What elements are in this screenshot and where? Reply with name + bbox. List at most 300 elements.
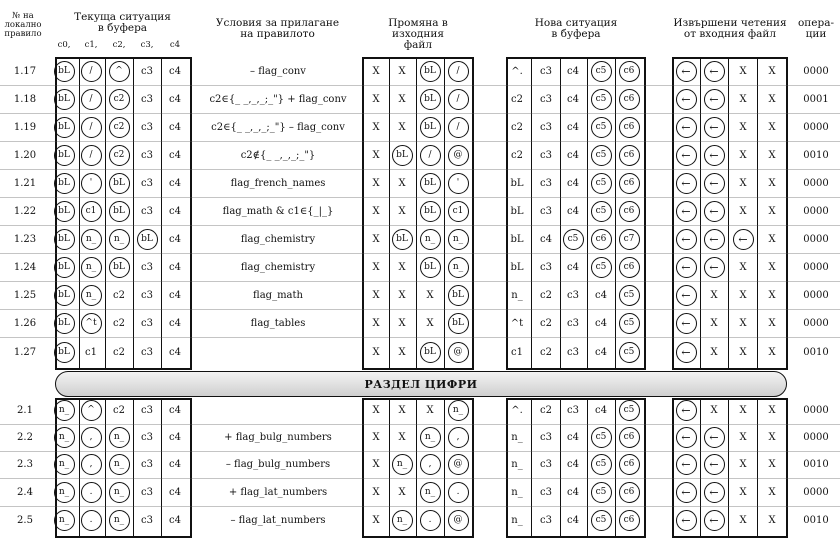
- header-current-col-3: c3,: [140, 40, 154, 50]
- change-symbol: X: [398, 289, 406, 301]
- row-divider: [0, 478, 840, 479]
- current-symbol: c4: [169, 177, 181, 189]
- read-cell: [702, 399, 726, 421]
- new-buffer-cell: [589, 312, 613, 334]
- new-buffer-cell: [617, 341, 641, 363]
- current-circled-symbol: /: [81, 61, 102, 82]
- column-divider: [531, 398, 532, 538]
- current-circled-symbol: bL: [54, 257, 75, 278]
- change-circled-symbol: n_: [420, 427, 441, 448]
- change-circled-symbol: /: [420, 145, 441, 166]
- header-ops: [792, 18, 840, 40]
- read-cell: [731, 312, 755, 334]
- change-circled-symbol: n_: [420, 482, 441, 503]
- new-buffer-cell: [561, 116, 585, 138]
- change-circled-symbol: bL: [448, 285, 469, 306]
- current-cell: [52, 256, 76, 278]
- read-cell: [702, 284, 726, 306]
- row-divider: [0, 506, 840, 507]
- change-circled-symbol: /: [448, 61, 469, 82]
- current-circled-symbol: bL: [137, 229, 158, 250]
- current-cell: [135, 116, 159, 138]
- column-divider: [615, 398, 616, 538]
- change-cell: [390, 116, 414, 138]
- read-cell: [760, 172, 784, 194]
- read-circled-symbol: ←: [676, 285, 697, 306]
- column-divider: [105, 57, 106, 370]
- current-cell: [135, 399, 159, 421]
- current-symbol: c3: [141, 149, 153, 161]
- row-divider: [0, 225, 840, 226]
- current-cell: [52, 200, 76, 222]
- read-symbol: X: [739, 261, 747, 273]
- current-cell: [52, 426, 76, 448]
- header-conditions-line2: на правилото: [240, 28, 315, 40]
- current-circled-symbol: c2: [109, 145, 130, 166]
- current-cell: [107, 60, 131, 82]
- change-symbol: X: [372, 458, 380, 470]
- column-divider: [389, 57, 390, 370]
- current-circled-symbol: n_: [54, 482, 75, 503]
- new-buffer-circled-symbol: c6: [619, 201, 640, 222]
- change-symbol: X: [398, 205, 406, 217]
- new-buffer-circled-symbol: c7: [619, 229, 640, 250]
- current-cell: [107, 341, 131, 363]
- header-change-line1: Промяна в изходния: [388, 17, 448, 40]
- change-circled-symbol: /: [448, 117, 469, 138]
- column-divider: [416, 57, 417, 370]
- new-buffer-cell: [589, 453, 613, 475]
- change-symbol: X: [398, 317, 406, 329]
- change-cell: [418, 481, 442, 503]
- new-buffer-circled-symbol: c5: [591, 257, 612, 278]
- change-circled-symbol: @: [448, 510, 469, 531]
- new-buffer-cell: [534, 116, 558, 138]
- current-circled-symbol: n_: [54, 510, 75, 531]
- rule-condition: [196, 344, 360, 360]
- read-symbol: X: [739, 486, 747, 498]
- change-symbol: X: [426, 289, 434, 301]
- rule-number: 2.4: [17, 486, 33, 498]
- current-cell: [79, 453, 103, 475]
- new-buffer-symbol: c3: [540, 458, 552, 470]
- rule-condition: c2∉{_ _,_,_;_"}: [240, 149, 316, 161]
- change-cell: [446, 284, 470, 306]
- read-circled-symbol: ←: [704, 257, 725, 278]
- current-circled-symbol: /: [81, 117, 102, 138]
- operation-code: 0000: [803, 404, 829, 416]
- change-symbol: X: [372, 93, 380, 105]
- change-cell: [446, 228, 470, 250]
- new-buffer-cell: [534, 144, 558, 166]
- new-buffer-circled-symbol: c5: [591, 454, 612, 475]
- change-cell: [364, 200, 388, 222]
- current-cell: [79, 88, 103, 110]
- current-symbol: c4: [169, 317, 181, 329]
- new-buffer-cell: [505, 312, 529, 334]
- read-cell: [731, 256, 755, 278]
- read-symbol: X: [710, 404, 718, 416]
- change-cell: [418, 200, 442, 222]
- new-buffer-circled-symbol: c5: [591, 510, 612, 531]
- new-buffer-cell: [505, 88, 529, 110]
- new-buffer-cell: [589, 144, 613, 166]
- read-symbol: X: [710, 289, 718, 301]
- rule-number: 1.25: [13, 289, 37, 301]
- new-buffer-circled-symbol: c6: [619, 482, 640, 503]
- change-circled-symbol: bL: [420, 61, 441, 82]
- row-divider: [0, 451, 840, 452]
- read-circled-symbol: ←: [704, 145, 725, 166]
- change-cell: [418, 60, 442, 82]
- rule-condition: flag_french_names: [230, 177, 326, 189]
- current-symbol: c3: [141, 205, 153, 217]
- current-cell: [163, 399, 187, 421]
- new-buffer-cell: [534, 172, 558, 194]
- current-circled-symbol: bL: [54, 145, 75, 166]
- rule-number: 1.21: [13, 177, 37, 189]
- current-cell: [79, 200, 103, 222]
- new-buffer-circled-symbol: c6: [619, 117, 640, 138]
- change-cell: [390, 509, 414, 531]
- new-buffer-cell: [617, 312, 641, 334]
- new-buffer-cell: [505, 200, 529, 222]
- read-cell: [731, 116, 755, 138]
- new-buffer-symbol: bL: [510, 233, 524, 245]
- column-divider: [560, 57, 561, 370]
- new-buffer-cell: [561, 312, 585, 334]
- new-buffer-symbol: c3: [567, 404, 579, 416]
- read-symbol: X: [768, 233, 776, 245]
- rule-number: 1.26: [13, 317, 37, 329]
- new-buffer-cell: [561, 228, 585, 250]
- current-cell: [79, 284, 103, 306]
- read-symbol: X: [768, 289, 776, 301]
- section-digits-banner: [55, 371, 787, 397]
- change-symbol: X: [426, 404, 434, 416]
- change-cell: [364, 426, 388, 448]
- current-cell: [107, 481, 131, 503]
- change-circled-symbol: .: [448, 482, 469, 503]
- read-circled-symbol: ←: [676, 61, 697, 82]
- new-buffer-cell: [505, 116, 529, 138]
- new-buffer-cell: [505, 144, 529, 166]
- read-circled-symbol: ←: [676, 427, 697, 448]
- current-cell: [163, 88, 187, 110]
- current-circled-symbol: n_: [109, 427, 130, 448]
- current-circled-symbol: /: [81, 89, 102, 110]
- current-cell: [52, 312, 76, 334]
- new-buffer-symbol: c3: [540, 431, 552, 443]
- read-symbol: X: [739, 346, 747, 358]
- current-symbol: c3: [141, 65, 153, 77]
- current-cell: [163, 426, 187, 448]
- new-buffer-symbol: c3: [540, 149, 552, 161]
- new-buffer-cell: [534, 453, 558, 475]
- read-cell: [731, 481, 755, 503]
- change-symbol: X: [372, 514, 380, 526]
- change-cell: [364, 284, 388, 306]
- read-symbol: X: [739, 289, 747, 301]
- operation-code: 0000: [803, 177, 829, 189]
- current-cell: [163, 312, 187, 334]
- change-circled-symbol: n_: [448, 229, 469, 250]
- change-cell: [364, 172, 388, 194]
- change-cell: [418, 426, 442, 448]
- current-cell: [79, 426, 103, 448]
- read-cell: [674, 284, 698, 306]
- row-divider: [0, 113, 840, 114]
- current-symbol: c3: [141, 93, 153, 105]
- rule-condition: – flag_conv: [250, 65, 306, 77]
- header-new-line1: Нова ситуация: [534, 17, 618, 29]
- read-cell: [731, 172, 755, 194]
- operation-code: 0000: [803, 121, 829, 133]
- current-symbol: c4: [169, 486, 181, 498]
- current-cell: [135, 144, 159, 166]
- new-buffer-symbol: n_: [511, 458, 523, 470]
- column-divider: [444, 398, 445, 538]
- read-symbol: X: [739, 317, 747, 329]
- current-cell: [163, 481, 187, 503]
- current-cell: [52, 116, 76, 138]
- read-circled-symbol: ←: [676, 482, 697, 503]
- current-cell: [107, 88, 131, 110]
- operation-code: 0010: [803, 149, 829, 161]
- change-cell: [364, 256, 388, 278]
- read-cell: [731, 341, 755, 363]
- new-buffer-cell: [617, 200, 641, 222]
- rule-number: 1.27: [13, 346, 37, 358]
- read-symbol: X: [768, 346, 776, 358]
- change-cell: [446, 312, 470, 334]
- read-cell: [731, 144, 755, 166]
- change-cell: [364, 116, 388, 138]
- current-symbol: c4: [169, 404, 181, 416]
- column-divider: [700, 398, 701, 538]
- column-divider: [615, 57, 616, 370]
- read-circled-symbol: ←: [676, 145, 697, 166]
- change-symbol: X: [372, 65, 380, 77]
- read-cell: [702, 200, 726, 222]
- new-buffer-cell: [589, 284, 613, 306]
- current-cell: [135, 284, 159, 306]
- current-cell: [52, 399, 76, 421]
- current-symbol: c4: [169, 458, 181, 470]
- change-cell: [390, 144, 414, 166]
- read-circled-symbol: ←: [704, 482, 725, 503]
- header-new-line2: в буфера: [551, 28, 601, 40]
- new-buffer-cell: [617, 172, 641, 194]
- new-buffer-symbol: c3: [540, 205, 552, 217]
- row-divider: [0, 281, 840, 282]
- current-symbol: c4: [169, 149, 181, 161]
- new-buffer-cell: [561, 453, 585, 475]
- new-buffer-cell: [505, 399, 529, 421]
- read-circled-symbol: ←: [704, 89, 725, 110]
- read-cell: [674, 453, 698, 475]
- new-buffer-cell: [617, 256, 641, 278]
- read-symbol: X: [739, 121, 747, 133]
- new-buffer-cell: [589, 200, 613, 222]
- current-cell: [135, 426, 159, 448]
- change-cell: [364, 481, 388, 503]
- current-circled-symbol: n_: [54, 427, 75, 448]
- current-cell: [52, 341, 76, 363]
- read-cell: [760, 399, 784, 421]
- column-divider: [700, 57, 701, 370]
- change-symbol: X: [372, 233, 380, 245]
- read-cell: [731, 509, 755, 531]
- column-divider: [444, 57, 445, 370]
- current-circled-symbol: c2: [109, 89, 130, 110]
- current-circled-symbol: bL: [54, 173, 75, 194]
- rule-condition: flag_chemistry: [240, 261, 316, 273]
- current-symbol: c4: [169, 289, 181, 301]
- change-symbol: X: [398, 121, 406, 133]
- rule-number: 1.19: [13, 121, 37, 133]
- new-buffer-circled-symbol: c5: [591, 117, 612, 138]
- change-circled-symbol: @: [448, 145, 469, 166]
- read-symbol: X: [768, 93, 776, 105]
- new-buffer-cell: [589, 509, 613, 531]
- change-cell: [446, 88, 470, 110]
- current-cell: [52, 453, 76, 475]
- change-cell: [390, 399, 414, 421]
- read-cell: [760, 284, 784, 306]
- change-circled-symbol: ,: [448, 427, 469, 448]
- row-divider: [0, 309, 840, 310]
- current-cell: [107, 399, 131, 421]
- new-buffer-symbol: c2: [511, 149, 523, 161]
- read-circled-symbol: ←: [704, 510, 725, 531]
- row-divider: [0, 85, 840, 86]
- header-rule-no-line3: правило: [4, 29, 42, 39]
- column-divider: [79, 398, 80, 538]
- column-divider: [728, 57, 729, 370]
- change-cell: [418, 228, 442, 250]
- current-circled-symbol: n_: [109, 510, 130, 531]
- new-buffer-circled-symbol: c6: [619, 145, 640, 166]
- current-symbol: c1: [85, 346, 97, 358]
- read-cell: [702, 116, 726, 138]
- read-circled-symbol: ←: [676, 173, 697, 194]
- read-cell: [760, 481, 784, 503]
- operation-code: 0000: [803, 65, 829, 77]
- change-cell: [446, 60, 470, 82]
- new-buffer-circled-symbol: c6: [619, 173, 640, 194]
- change-cell: [364, 88, 388, 110]
- new-buffer-symbol: c4: [595, 289, 607, 301]
- new-buffer-cell: [617, 116, 641, 138]
- read-cell: [674, 312, 698, 334]
- new-buffer-cell: [561, 399, 585, 421]
- change-circled-symbol: bL: [420, 342, 441, 363]
- change-symbol: X: [372, 486, 380, 498]
- current-cell: [79, 312, 103, 334]
- new-buffer-symbol: n_: [511, 431, 523, 443]
- current-circled-symbol: bL: [54, 313, 75, 334]
- read-circled-symbol: ←: [733, 229, 754, 250]
- current-cell: [163, 144, 187, 166]
- current-cell: [79, 481, 103, 503]
- new-buffer-cell: [505, 256, 529, 278]
- new-buffer-cell: [534, 399, 558, 421]
- change-cell: [390, 481, 414, 503]
- new-buffer-symbol: c4: [595, 346, 607, 358]
- change-cell: [418, 399, 442, 421]
- read-circled-symbol: ←: [676, 454, 697, 475]
- read-circled-symbol: ←: [676, 313, 697, 334]
- read-circled-symbol: ←: [676, 510, 697, 531]
- read-symbol: X: [768, 149, 776, 161]
- current-circled-symbol: n_: [109, 482, 130, 503]
- read-symbol: X: [739, 431, 747, 443]
- read-circled-symbol: ←: [704, 454, 725, 475]
- current-circled-symbol: .: [81, 482, 102, 503]
- header-change: [362, 18, 474, 51]
- read-cell: [674, 88, 698, 110]
- read-symbol: X: [768, 121, 776, 133]
- new-buffer-cell: [617, 88, 641, 110]
- change-circled-symbol: c1: [448, 201, 469, 222]
- read-symbol: X: [739, 404, 747, 416]
- change-symbol: X: [372, 149, 380, 161]
- operation-code: 0000: [803, 431, 829, 443]
- rule-number: 1.24: [13, 261, 37, 273]
- new-buffer-circled-symbol: c6: [619, 61, 640, 82]
- current-cell: [135, 60, 159, 82]
- current-cell: [135, 312, 159, 334]
- change-circled-symbol: n_: [392, 510, 413, 531]
- read-symbol: X: [768, 65, 776, 77]
- change-cell: [446, 509, 470, 531]
- read-cell: [731, 88, 755, 110]
- current-circled-symbol: n_: [54, 454, 75, 475]
- new-buffer-cell: [589, 426, 613, 448]
- header-reads-line2: от входния файл: [683, 28, 777, 40]
- new-buffer-symbol: c2: [540, 289, 552, 301]
- current-cell: [79, 341, 103, 363]
- new-buffer-circled-symbol: c6: [591, 229, 612, 250]
- new-buffer-symbol: n_: [511, 486, 523, 498]
- change-symbol: X: [372, 177, 380, 189]
- current-circled-symbol: n_: [81, 229, 102, 250]
- header-new: [506, 18, 646, 40]
- read-cell: [674, 116, 698, 138]
- read-cell: [702, 509, 726, 531]
- new-buffer-cell: [561, 256, 585, 278]
- read-circled-symbol: ←: [676, 342, 697, 363]
- new-buffer-cell: [617, 60, 641, 82]
- new-buffer-symbol: n_: [511, 289, 523, 301]
- change-symbol: X: [372, 431, 380, 443]
- row-divider: [0, 197, 840, 198]
- current-circled-symbol: n_: [81, 257, 102, 278]
- current-symbol: c3: [141, 317, 153, 329]
- new-buffer-symbol: c2: [540, 346, 552, 358]
- current-cell: [135, 453, 159, 475]
- change-cell: [364, 399, 388, 421]
- change-cell: [418, 284, 442, 306]
- new-buffer-circled-symbol: c5: [591, 201, 612, 222]
- new-buffer-cell: [561, 60, 585, 82]
- change-cell: [364, 144, 388, 166]
- header-current-line1: Текуща ситуация: [74, 11, 171, 23]
- new-buffer-cell: [617, 426, 641, 448]
- new-buffer-symbol: ^.: [511, 404, 523, 416]
- current-cell: [79, 172, 103, 194]
